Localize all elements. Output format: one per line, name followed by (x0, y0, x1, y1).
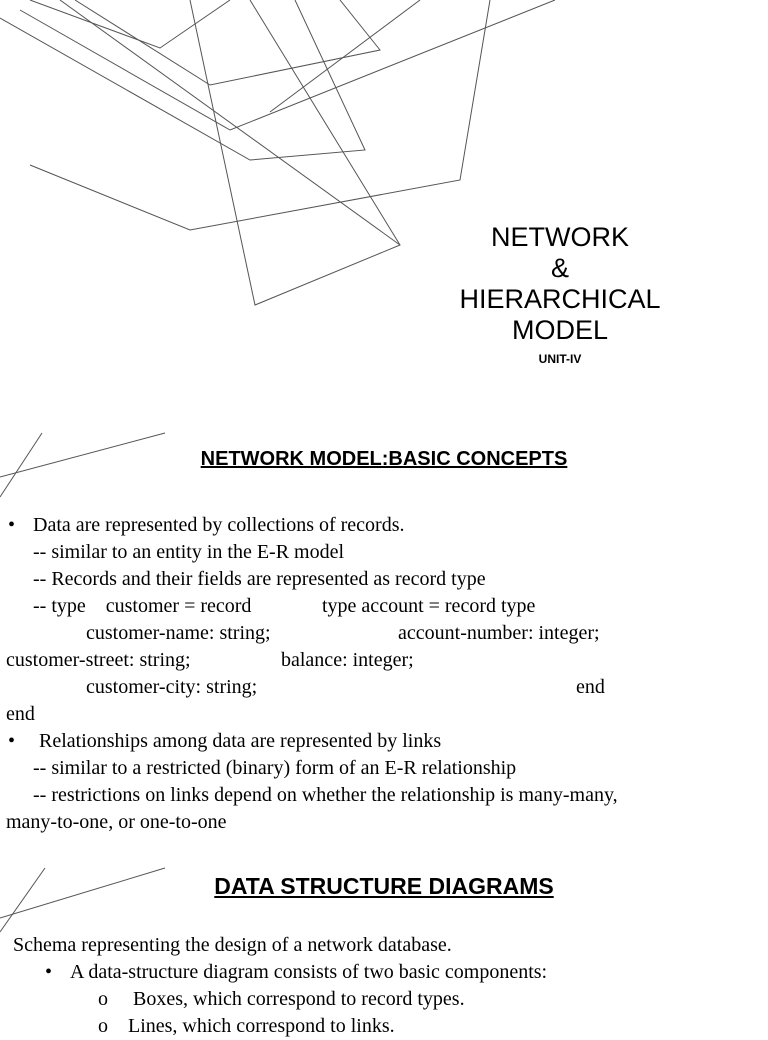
text-line: customer-name: string; (86, 622, 271, 644)
deco-line (75, 0, 380, 85)
text-line: type account = record type (322, 595, 536, 617)
text-line: -- similar to a restricted (binary) form of an E-R relationship (33, 757, 517, 779)
text-line: -- similar to an entity in the E-R model (33, 541, 345, 563)
text-line: customer-city: string; (86, 676, 258, 698)
slide-heading: DATA STRUCTURE DIAGRAMS (214, 873, 554, 899)
text-line: A data-structure diagram consists of two basic components: (70, 961, 548, 983)
bullet-icon: • (8, 730, 16, 752)
title-line: NETWORK (491, 222, 629, 252)
sub-bullet-icon: o (98, 1015, 108, 1037)
text-line: customer-street: string; (6, 649, 191, 671)
bullet-icon: • (8, 514, 16, 536)
title-line: HIERARCHICAL (459, 284, 661, 314)
diagrams-slide (0, 850, 768, 1037)
title-line: & (550, 253, 569, 283)
text-line: balance: integer; (281, 649, 414, 671)
title-line: MODEL (511, 315, 609, 345)
deco-line (30, 0, 230, 48)
text-line: end (576, 676, 605, 698)
deco-line (30, 0, 490, 230)
text-line: Lines, which correspond to links. (128, 1015, 395, 1037)
deco-line (20, 0, 555, 130)
text-line: account-number: integer; (398, 622, 600, 644)
subtitle: UNIT-IV (538, 352, 582, 366)
text-line: Relationships among data are represented by links (39, 730, 442, 752)
text-line: many-to-one, or one-to-one (6, 811, 227, 833)
concepts-slide (0, 395, 768, 845)
title-slide (0, 0, 768, 390)
deco-line (0, 0, 365, 160)
deco-line (190, 0, 400, 305)
slide-heading: NETWORK MODEL:BASIC CONCEPTS (200, 448, 568, 470)
text-line: Data are represented by collections of records. (33, 514, 405, 536)
bullet-icon: • (45, 961, 53, 983)
text-line: -- restrictions on links depend on whether the relationship is many-many, (33, 784, 618, 806)
deco-line (60, 0, 400, 245)
text-line: -- type customer = record (33, 595, 252, 617)
sub-bullet-icon: o (98, 988, 108, 1010)
title-block (440, 222, 680, 366)
text-line: Schema representing the design of a network database. (13, 934, 452, 956)
text-line: end (6, 703, 35, 725)
text-line: Boxes, which correspond to record types. (133, 988, 465, 1010)
deco-line (270, 0, 420, 112)
text-line: -- Records and their fields are represented as record type (33, 568, 486, 590)
